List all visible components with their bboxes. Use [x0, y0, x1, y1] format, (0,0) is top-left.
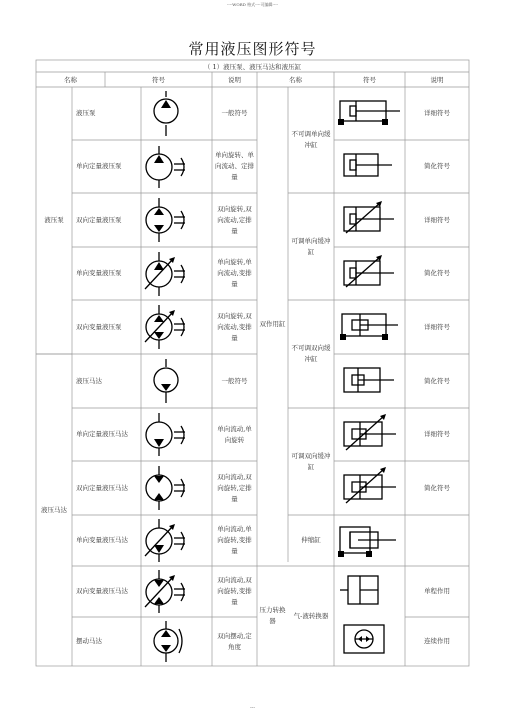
converter-symbol [334, 617, 405, 666]
header-name: 名称 [289, 76, 302, 84]
motor-symbol [141, 566, 212, 617]
row-desc: 单向旋转、单向流动、定排量 [215, 151, 254, 181]
row-desc: 双向摆动,定角度 [217, 631, 252, 651]
motor-symbol [141, 515, 212, 566]
row-desc: 双向旋转,双向流动,定排量 [217, 204, 252, 235]
cylinder-symbol [334, 300, 405, 354]
row-desc: 一般符号 [221, 376, 248, 385]
row-name: 双向定量液压马达 [76, 483, 128, 492]
cylinder-symbol [334, 247, 405, 300]
right-desc: 简化符号 [424, 483, 450, 492]
group-label: 伸缩缸 [301, 536, 321, 544]
pump-symbol [141, 300, 212, 354]
row-desc: 单向流动,单向旋转 [217, 424, 252, 444]
table-caption: （ 1）液压泵、液压马达和液压缸 [203, 62, 302, 71]
converter-desc: 单程作用 [424, 587, 450, 595]
row-name: 双向变量液压泵 [76, 322, 122, 331]
cylinder-symbol [334, 461, 405, 515]
row-name: 单向定量液压泵 [76, 162, 122, 170]
header-symbol: 符号 [363, 76, 376, 84]
page-footer: --- [249, 705, 256, 711]
row-name: 单向变量液压马达 [76, 536, 128, 544]
page-title: 常用液压图形符号 [188, 40, 317, 58]
group-label: 可调单向缓冲缸 [291, 236, 331, 256]
row-name: 双向变量液压马达 [76, 587, 128, 595]
row-name: 液压泵 [76, 109, 96, 117]
row-name: 液压马达 [76, 376, 102, 385]
converter-desc: 连续作用 [424, 637, 450, 645]
right-desc: 详细符号 [424, 215, 450, 224]
row-name: 摆动马达 [76, 637, 102, 645]
group-motor: 液压马达 [41, 506, 67, 514]
row-name: 双向定量液压泵 [76, 215, 122, 224]
cylinder-symbol [334, 408, 405, 461]
cylinder-symbol [334, 354, 405, 408]
right-desc: 详细符号 [424, 430, 450, 438]
category-double-acting: 双作用缸 [259, 320, 286, 328]
header-desc: 说明 [430, 76, 444, 84]
right-desc: 详细符号 [424, 322, 450, 331]
cylinder-symbol [334, 193, 405, 247]
telescopic-cylinder-symbol [334, 515, 405, 566]
right-desc: 简化符号 [424, 162, 450, 170]
header-symbol: 符号 [152, 76, 165, 84]
pump-symbol [141, 247, 212, 300]
group-label: 不可调单向缓冲缸 [291, 130, 331, 149]
group-label: 可调双向缓冲缸 [291, 451, 331, 471]
cylinder-symbol [334, 140, 405, 193]
row-desc: 单向旋转,单向流动,变排量 [217, 258, 252, 288]
converter-symbol [334, 566, 405, 617]
row-name: 单向定量液压马达 [76, 430, 128, 438]
motor-symbol [141, 354, 212, 408]
row-desc: 双向流动,双向旋转,定排量 [217, 472, 252, 503]
right-desc: 详细符号 [424, 109, 450, 117]
converter-label: 气-液转换器 [293, 611, 329, 620]
row-desc: 单向流动,单向旋转,变排量 [217, 525, 252, 555]
header-name: 名称 [64, 76, 77, 84]
row-desc: 双向旋转,双向流动,变排量 [217, 311, 252, 342]
swing-motor-symbol [141, 617, 212, 666]
converter-label: 压力转换器 [259, 606, 286, 625]
group-pump: 液压泵 [44, 216, 64, 224]
cylinder-symbol [334, 87, 405, 140]
right-desc: 简化符号 [424, 269, 450, 277]
row-desc: 双向流动,双向旋转,变排量 [217, 576, 252, 606]
right-desc: 简化符号 [424, 376, 450, 385]
pump-symbol [141, 193, 212, 247]
group-label: 不可调双向缓冲缸 [291, 344, 331, 363]
header-desc: 说明 [228, 76, 241, 84]
motor-symbol [141, 408, 212, 461]
motor-symbol [141, 461, 212, 515]
row-name: 单向变量液压泵 [76, 269, 122, 277]
page-header: ----WORD 格式----可编辑---- [227, 2, 278, 7]
row-desc: 一般符号 [221, 109, 248, 117]
pump-symbol [141, 87, 212, 140]
pump-symbol [141, 140, 212, 193]
